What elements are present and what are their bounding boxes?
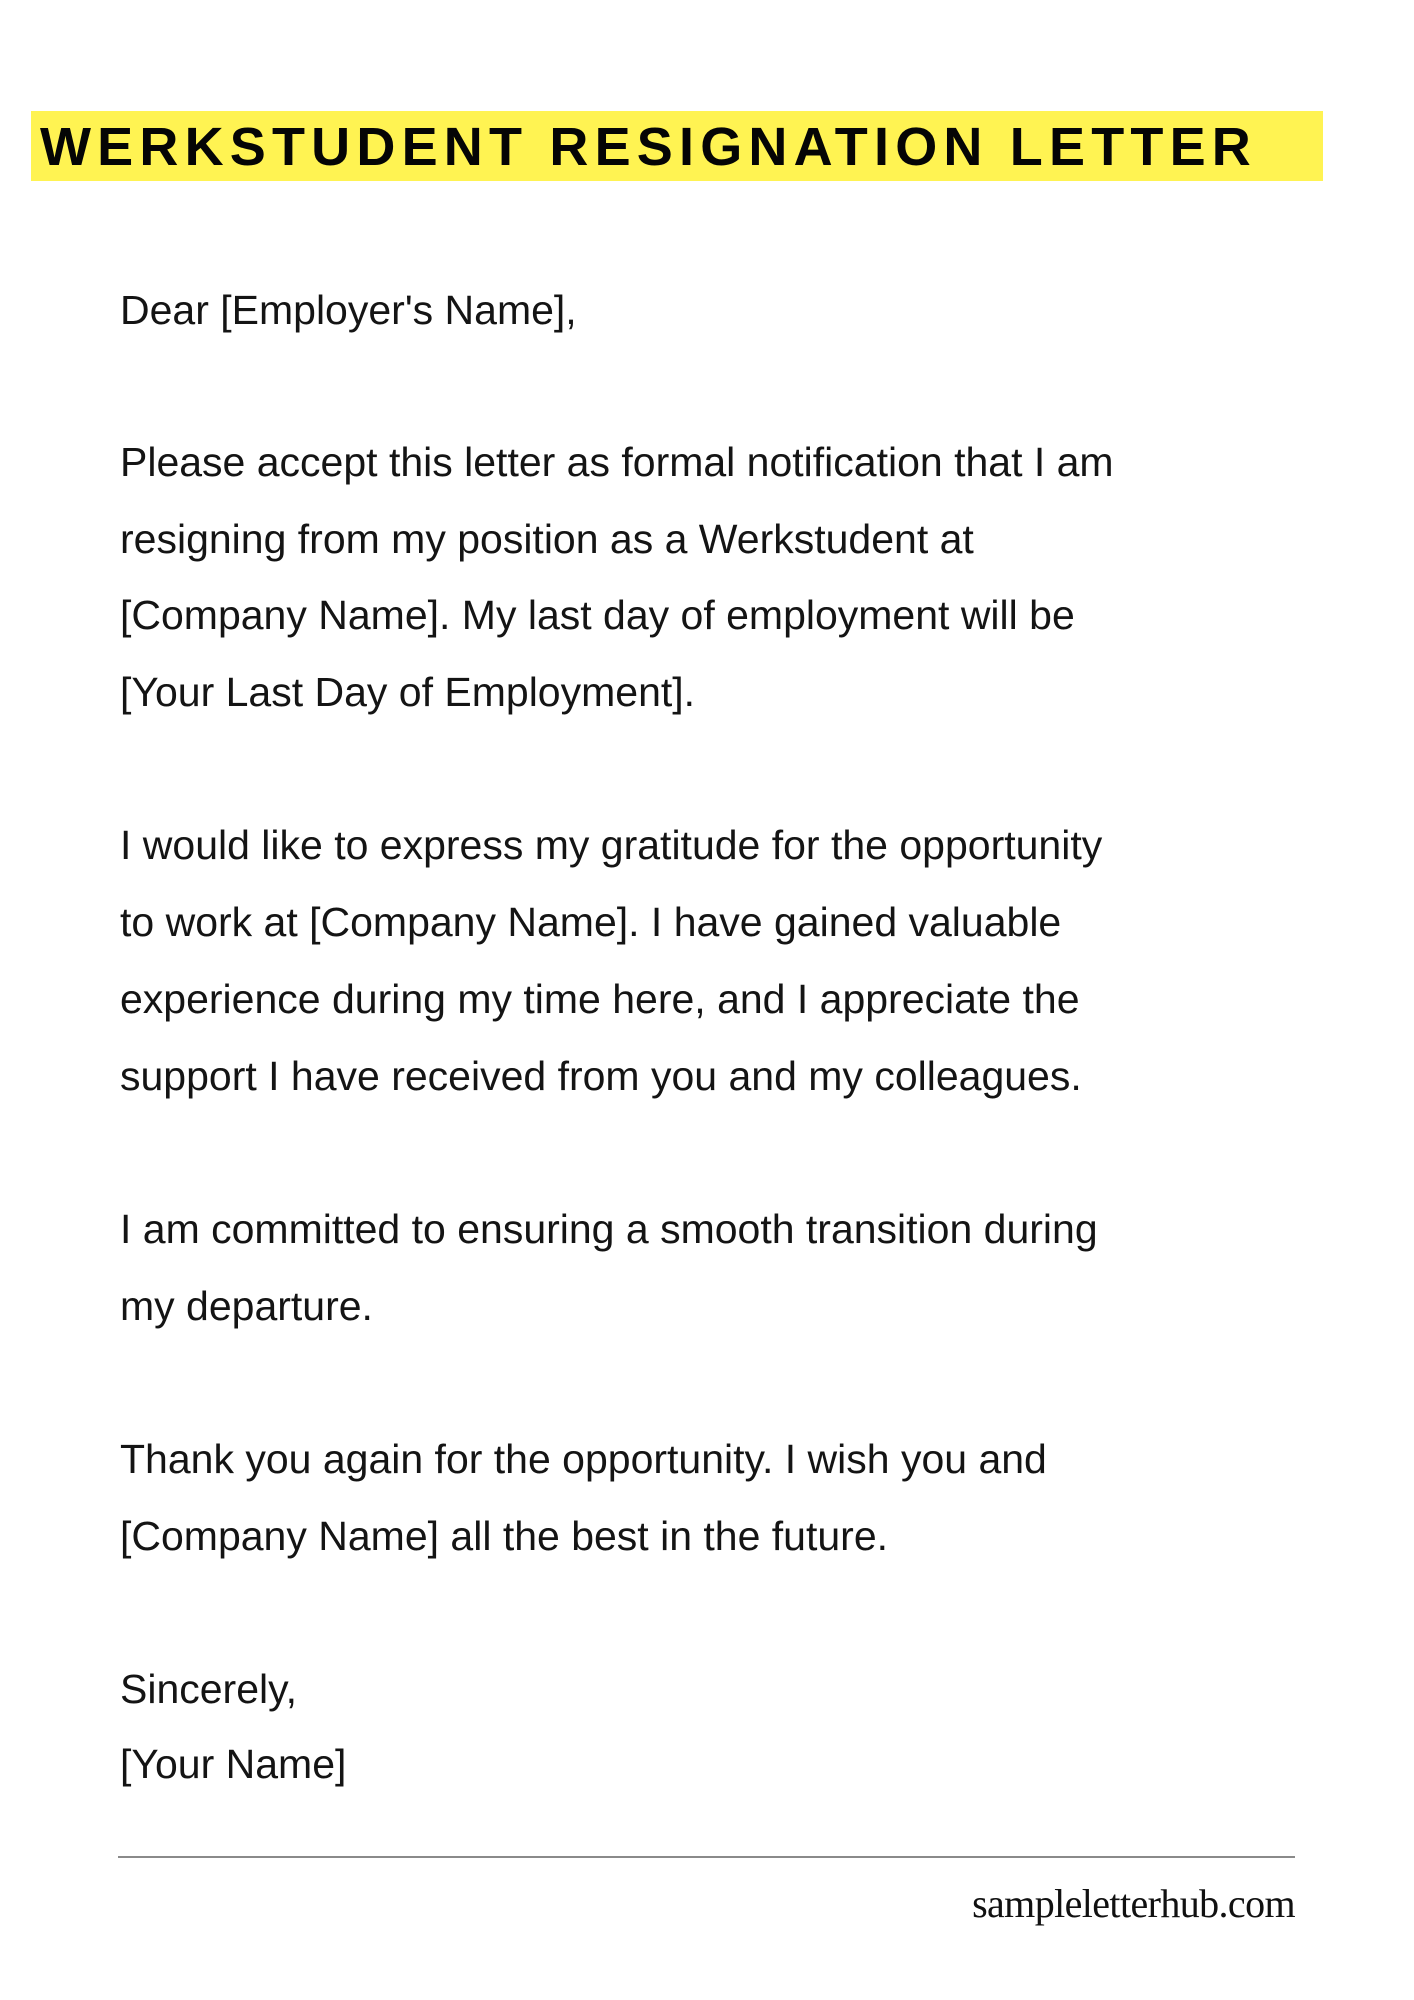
salutation: Dear [Employer's Name], <box>120 287 577 333</box>
paragraph-line: experience during my time here, and I appreciate the <box>120 976 1080 1022</box>
paragraph-line: to work at [Company Name]. I have gained valuable <box>120 899 1062 945</box>
document-title: WERKSTUDENT RESIGNATION LETTER <box>40 117 1257 177</box>
paragraph-line: resigning from my position as a Werkstudent at <box>120 516 974 562</box>
paragraph-line: my departure. <box>120 1283 373 1329</box>
paragraph-line: Please accept this letter as formal notification that I am <box>120 439 1114 485</box>
footer-divider <box>118 1856 1295 1858</box>
paragraph-line: [Your Last Day of Employment]. <box>120 669 696 715</box>
title-banner <box>31 111 1323 181</box>
closing: Sincerely, <box>120 1666 297 1712</box>
paragraph-line: I am committed to ensuring a smooth transition during <box>120 1206 1098 1252</box>
paragraph-line: [Company Name] all the best in the future. <box>120 1513 889 1559</box>
paragraph-line: Thank you again for the opportunity. I wish you and <box>120 1436 1047 1482</box>
footer-website: sampleletterhub.com <box>972 1881 1295 1926</box>
paragraph-line: support I have received from you and my colleagues. <box>120 1053 1082 1099</box>
paragraph-line: [Company Name]. My last day of employment will be <box>120 592 1075 638</box>
signature-name: [Your Name] <box>120 1741 347 1787</box>
paragraph-line: I would like to express my gratitude for the opportunity <box>120 822 1103 868</box>
